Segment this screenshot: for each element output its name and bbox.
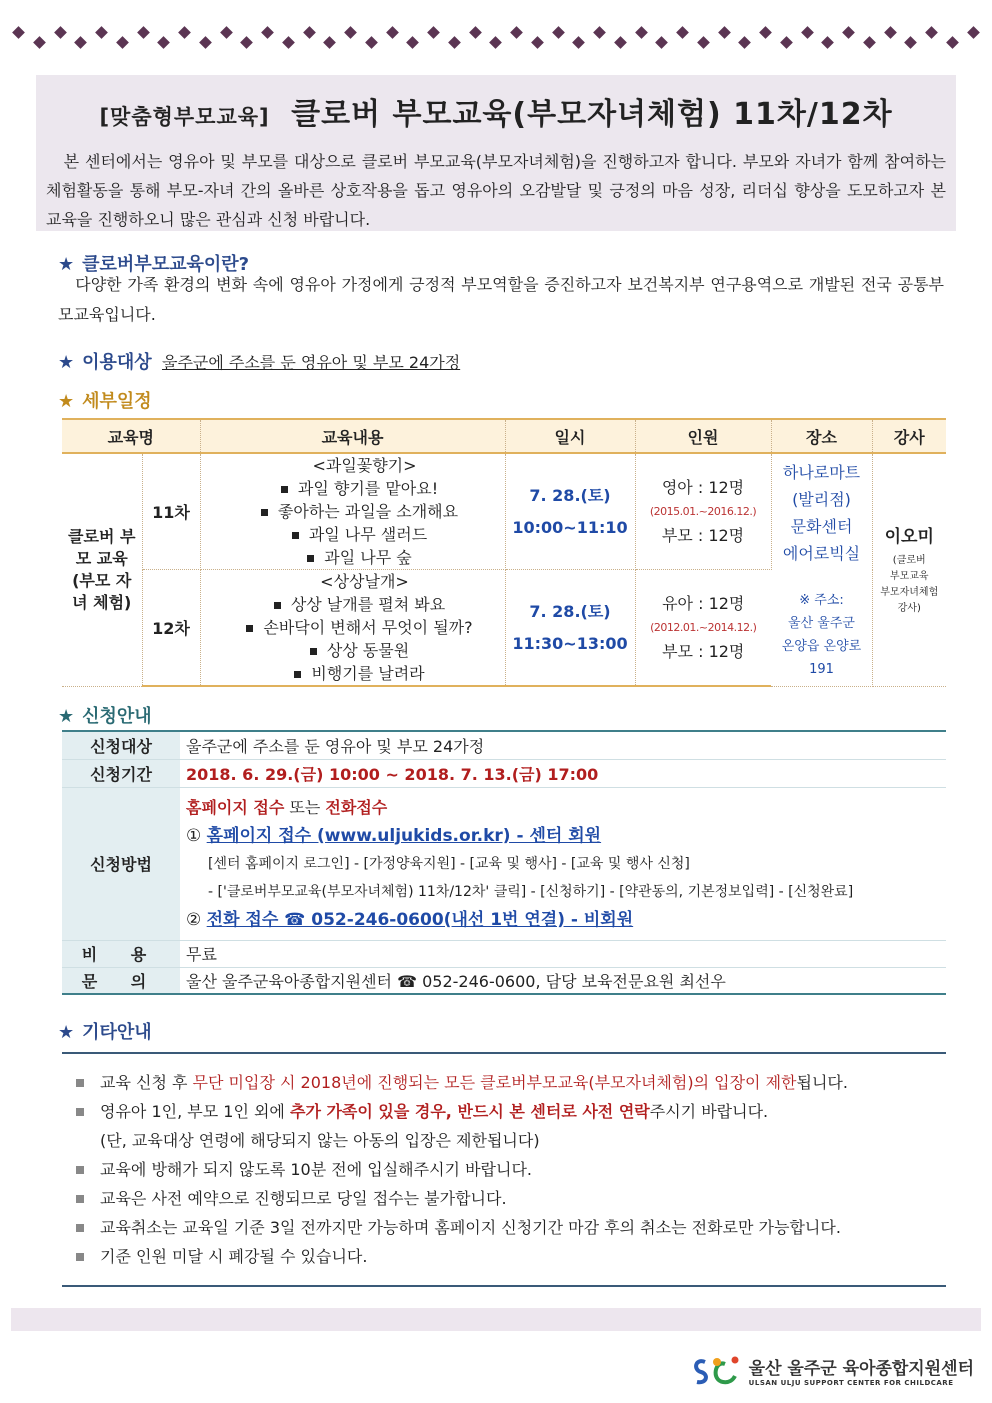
apply-table (62, 730, 946, 995)
content-heading: <과일꽃향기> (312, 456, 417, 475)
note-item: 교육 신청 후 무단 미입장 시 2018년에 진행되는 모든 클로버부모교육(부모자녀체험)의 입장이 제한됩니다. (76, 1068, 946, 1097)
note-item: 교육취소는 교육일 기준 3일 전까지만 가능하며 홈페이지 신청기간 마감 후의 취소는 전화로만 가능합니다. (76, 1213, 946, 1242)
list-item: 비행기를 날려라 (215, 662, 505, 685)
list-item: 상상 날개를 펼쳐 봐요 (215, 593, 505, 616)
decorative-dots (14, 28, 978, 42)
apply-period-label: 신청기간 (62, 759, 180, 787)
section-other: ★ 기타안내 (58, 1022, 152, 1043)
apply-target-label: 신청대상 (62, 731, 180, 759)
schedule-table (62, 418, 946, 687)
round-11: 11차 (142, 453, 200, 570)
round-12: 12차 (142, 570, 200, 687)
star-icon: ★ (58, 254, 75, 275)
instructor-name: 이오미 (884, 527, 934, 548)
col-header-people: 인원 (635, 419, 771, 453)
people-12: 유아 : 12명 (2012.01.~2014.12.) 부모 : 12명 (635, 570, 771, 687)
inquiry-label: 문 의 (62, 967, 180, 994)
star-icon: ★ (58, 352, 75, 373)
cost-label: 비 용 (62, 940, 180, 967)
phone-link[interactable]: 전화 접수 ☎ 052-246-0600(내선 1번 연결) - 비회원 (206, 909, 634, 930)
center-logo-icon (691, 1352, 743, 1388)
content-12 (200, 570, 505, 687)
datetime-11: 7. 28.(토) 10:00~11:10 (505, 453, 635, 570)
title-prefix: [맞춤형부모교육] (99, 105, 270, 129)
footer-bar (11, 1308, 981, 1331)
instructor-note: (클로버 부모교육 부모자녀체험 강사) (880, 555, 939, 615)
note-item: (단, 교육대상 연령에 해당되지 않는 아동의 입장은 제한됩니다) (100, 1131, 540, 1150)
other-notes (62, 1052, 946, 1287)
list-item: 과일 향기를 맡아요! (215, 477, 505, 500)
homepage-link[interactable]: 홈페이지 접수 (www.uljukids.or.kr) - 센터 회원 (206, 825, 602, 846)
apply-target-value: 울주군에 주소를 둔 영유아 및 부모 24가정 (180, 731, 946, 759)
center-name: 울산 울주군 육아종합지원센터 (748, 1358, 974, 1379)
list-item: 상상 동물원 (215, 639, 505, 662)
intro-text: 본 센터에서는 영유아 및 부모를 대상으로 클로버 부모교육(부모자녀체험)을 진행하고자 합니다. 부모와 자녀가 함께 참여하는 체험활동을 통해 부모-자녀 간의 올바른 상호작용을 돕고 영유아의 오감발달 및 긍정의 마음 성장, 리더십 향상을 도모하고자 본 교육을 진행하오니 많은 관심과 신청 바랍니다. (46, 152, 946, 229)
list-item: 과일 나무 숲 (215, 546, 505, 569)
list-item: 손바닥이 변해서 무엇이 될까? (215, 616, 505, 639)
section-what: ★ 클로버부모교육이란? (58, 254, 250, 275)
section-apply: ★ 신청안내 (58, 706, 152, 727)
col-header-content: 교육내용 (200, 419, 505, 453)
place-name: 하나로마트 (발리점) 문화센터 에어로빅실 (782, 462, 861, 563)
place-cell (771, 453, 872, 686)
center-subtitle: ULSAN ULJU SUPPORT CENTER FOR CHILDCARE (748, 1378, 954, 1387)
note-item: 영유아 1인, 부모 1인 외에 추가 가족이 있을 경우, 반드시 본 센터로 사전 연락주시기 바랍니다. (76, 1097, 946, 1126)
star-icon: ★ (58, 1022, 75, 1043)
section-target: ★ 이용대상 울주군에 주소를 둔 영유아 및 부모 24가정 (58, 352, 461, 373)
note-item: 교육에 방해가 되지 않도록 10분 전에 입실해주시기 바랍니다. (76, 1155, 946, 1184)
content-11 (200, 453, 505, 570)
apply-method-value: 홈페이지 접수 또는 전화접수 ① 홈페이지 접수 (www.uljukids.or.kr) - 센터 회원 [센터 홈페이지 로그인] - [가정양육지원] - [교육 및 행사] - [교육 및 행사 신청] - ['클로버부모교육(부모자녀체험) 11차/12차' 클릭] - [신청하기] - [약관동의, 기본정보입력] - [신청완료] ② 전화 접수 ☎ 052-246-0600(내선 1번 연결) - 비회원 (180, 787, 946, 940)
star-icon: ★ (58, 706, 75, 727)
star-icon: ★ (58, 391, 75, 412)
header-box (36, 75, 956, 231)
cost-value: 무료 (180, 940, 946, 967)
place-address: ※ 주소: 울산 울주군 온양읍 온양로 191 (781, 592, 862, 677)
col-header-instructor: 강사 (872, 419, 946, 453)
apply-method-label: 신청방법 (62, 787, 180, 940)
note-item: 교육은 사전 예약으로 진행되므로 당일 접수는 불가합니다. (76, 1184, 946, 1213)
section-schedule: ★ 세부일정 (58, 391, 152, 412)
content-heading: <상상날개> (320, 572, 409, 591)
page-title (36, 89, 956, 133)
list-item: 좋아하는 과일을 소개해요 (215, 500, 505, 523)
title-main: 클로버 부모교육(부모자녀체험) 11차/12차 (291, 97, 893, 132)
inquiry-value: 울산 울주군육아종합지원센터 ☎ 052-246-0600, 담당 보육전문요원 최선우 (180, 967, 946, 994)
datetime-12: 7. 28.(토) 11:30~13:00 (505, 570, 635, 687)
center-logo (691, 1352, 974, 1388)
people-11: 영아 : 12명 (2015.01.~2016.12.) 부모 : 12명 (635, 453, 771, 570)
col-header-course: 교육명 (62, 419, 200, 453)
what-text: 다양한 가족 환경의 변화 속에 영유아 가정에게 긍정적 부모역할을 증진하고자 보건복지부 연구용역으로 개발된 전국 공통부모교육입니다. (58, 275, 944, 324)
apply-period-value: 2018. 6. 29.(금) 10:00 ~ 2018. 7. 13.(금) 17:00 (180, 759, 946, 787)
list-item: 과일 나무 샐러드 (215, 523, 505, 546)
col-header-place: 장소 (771, 419, 872, 453)
target-text: 울주군에 주소를 둔 영유아 및 부모 24가정 (161, 353, 461, 372)
instructor-cell (872, 453, 946, 686)
col-header-date: 일시 (505, 419, 635, 453)
note-item: 기준 인원 미달 시 폐강될 수 있습니다. (76, 1242, 946, 1271)
course-name: 클로버 부모 교육 (부모 자녀 체험) (62, 453, 142, 686)
